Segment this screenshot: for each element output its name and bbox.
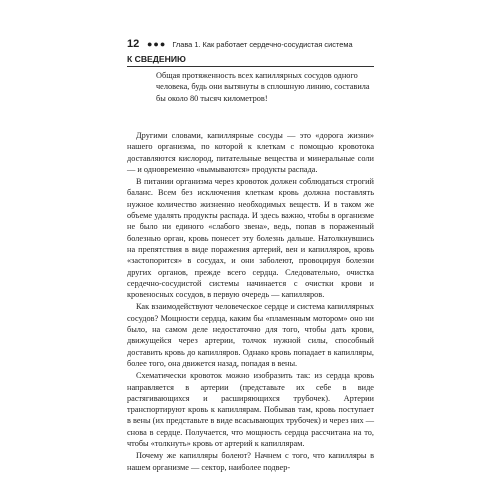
running-header — [127, 36, 417, 52]
header-dots: ●●● — [147, 39, 167, 49]
paragraph: В питании организма через кровоток должен соблюдаться строгий баланс. Всем без исключения клеткам кровь должна поставлять нужное количество жизненно необходимых веществ. И в таком же объеме удалять продукты распада. И здесь важно, чтобы в организме не было ни единого «слабого звена», ведь, попав в пораженный болезнью орган, кровь понесет эту болезнь дальше. Натолкнувшись на препятствия в виде поражения артерий, вен и капилляров, кровь «застопорится» в сосудах, и они заболеют, провоцируя болезни других органов, прежде всего сердца. Следовательно, очистка сердечно-сосудистой системы начинается с очистки крови и кровеносных сосудов, в первую очередь — капилляров. — [127, 177, 374, 300]
page-number: 12 — [127, 38, 140, 50]
paragraph: Почему же капилляры болеют? Начнем с того, что капилляры в нашем организме — сектор, наиболее подвер- — [127, 451, 374, 472]
body-text — [127, 130, 374, 474]
info-box-title: К СВЕДЕНИЮ — [127, 54, 186, 64]
paragraph: Схематически кровоток можно изобразить так: из сердца кровь направляется в артерии (представьте их себе в виде растягивающихся и расширяющихся трубочек). Артерии транспортируют кровь к капиллярам. Побывав там, кровь поступает в вены (их представьте в виде всасывающих трубочек) и через них — снова в сердце. Получается, что мощность сердца рассчитана на то, чтобы «толкнуть» кровь от артерий к капиллярам. — [127, 371, 374, 449]
paragraph: Другими словами, капиллярные сосуды — это «дорога жизни» нашего организма, по которой к клеткам с помощью кровотока доставляются кислород, питательные вещества и минеральные соли — и одновременно «вымываются» продукты распада. — [127, 131, 374, 174]
title-divider — [127, 66, 374, 67]
chapter-title: Глава 1. Как работает сердечно-сосудистая система — [172, 39, 353, 49]
info-box-text: Общая протяженность всех капиллярных сосудов одного человека, будь они вытянуты в сплошную линию, составила бы около 80 тысяч километров! — [156, 71, 370, 103]
paragraph: Как взаимодействуют человеческое сердце и система капиллярных сосудов? Мощности сердца, каким бы «пламенным мотором» оно ни было, на самом деле недостаточно для того, чтобы дать крови, движущейся через артерии, толчок нужной силы, способный доставить кровь до капилляров. Однако кровь попадает в капилляры, более того, она движется назад, попадая в вены. — [127, 302, 374, 368]
